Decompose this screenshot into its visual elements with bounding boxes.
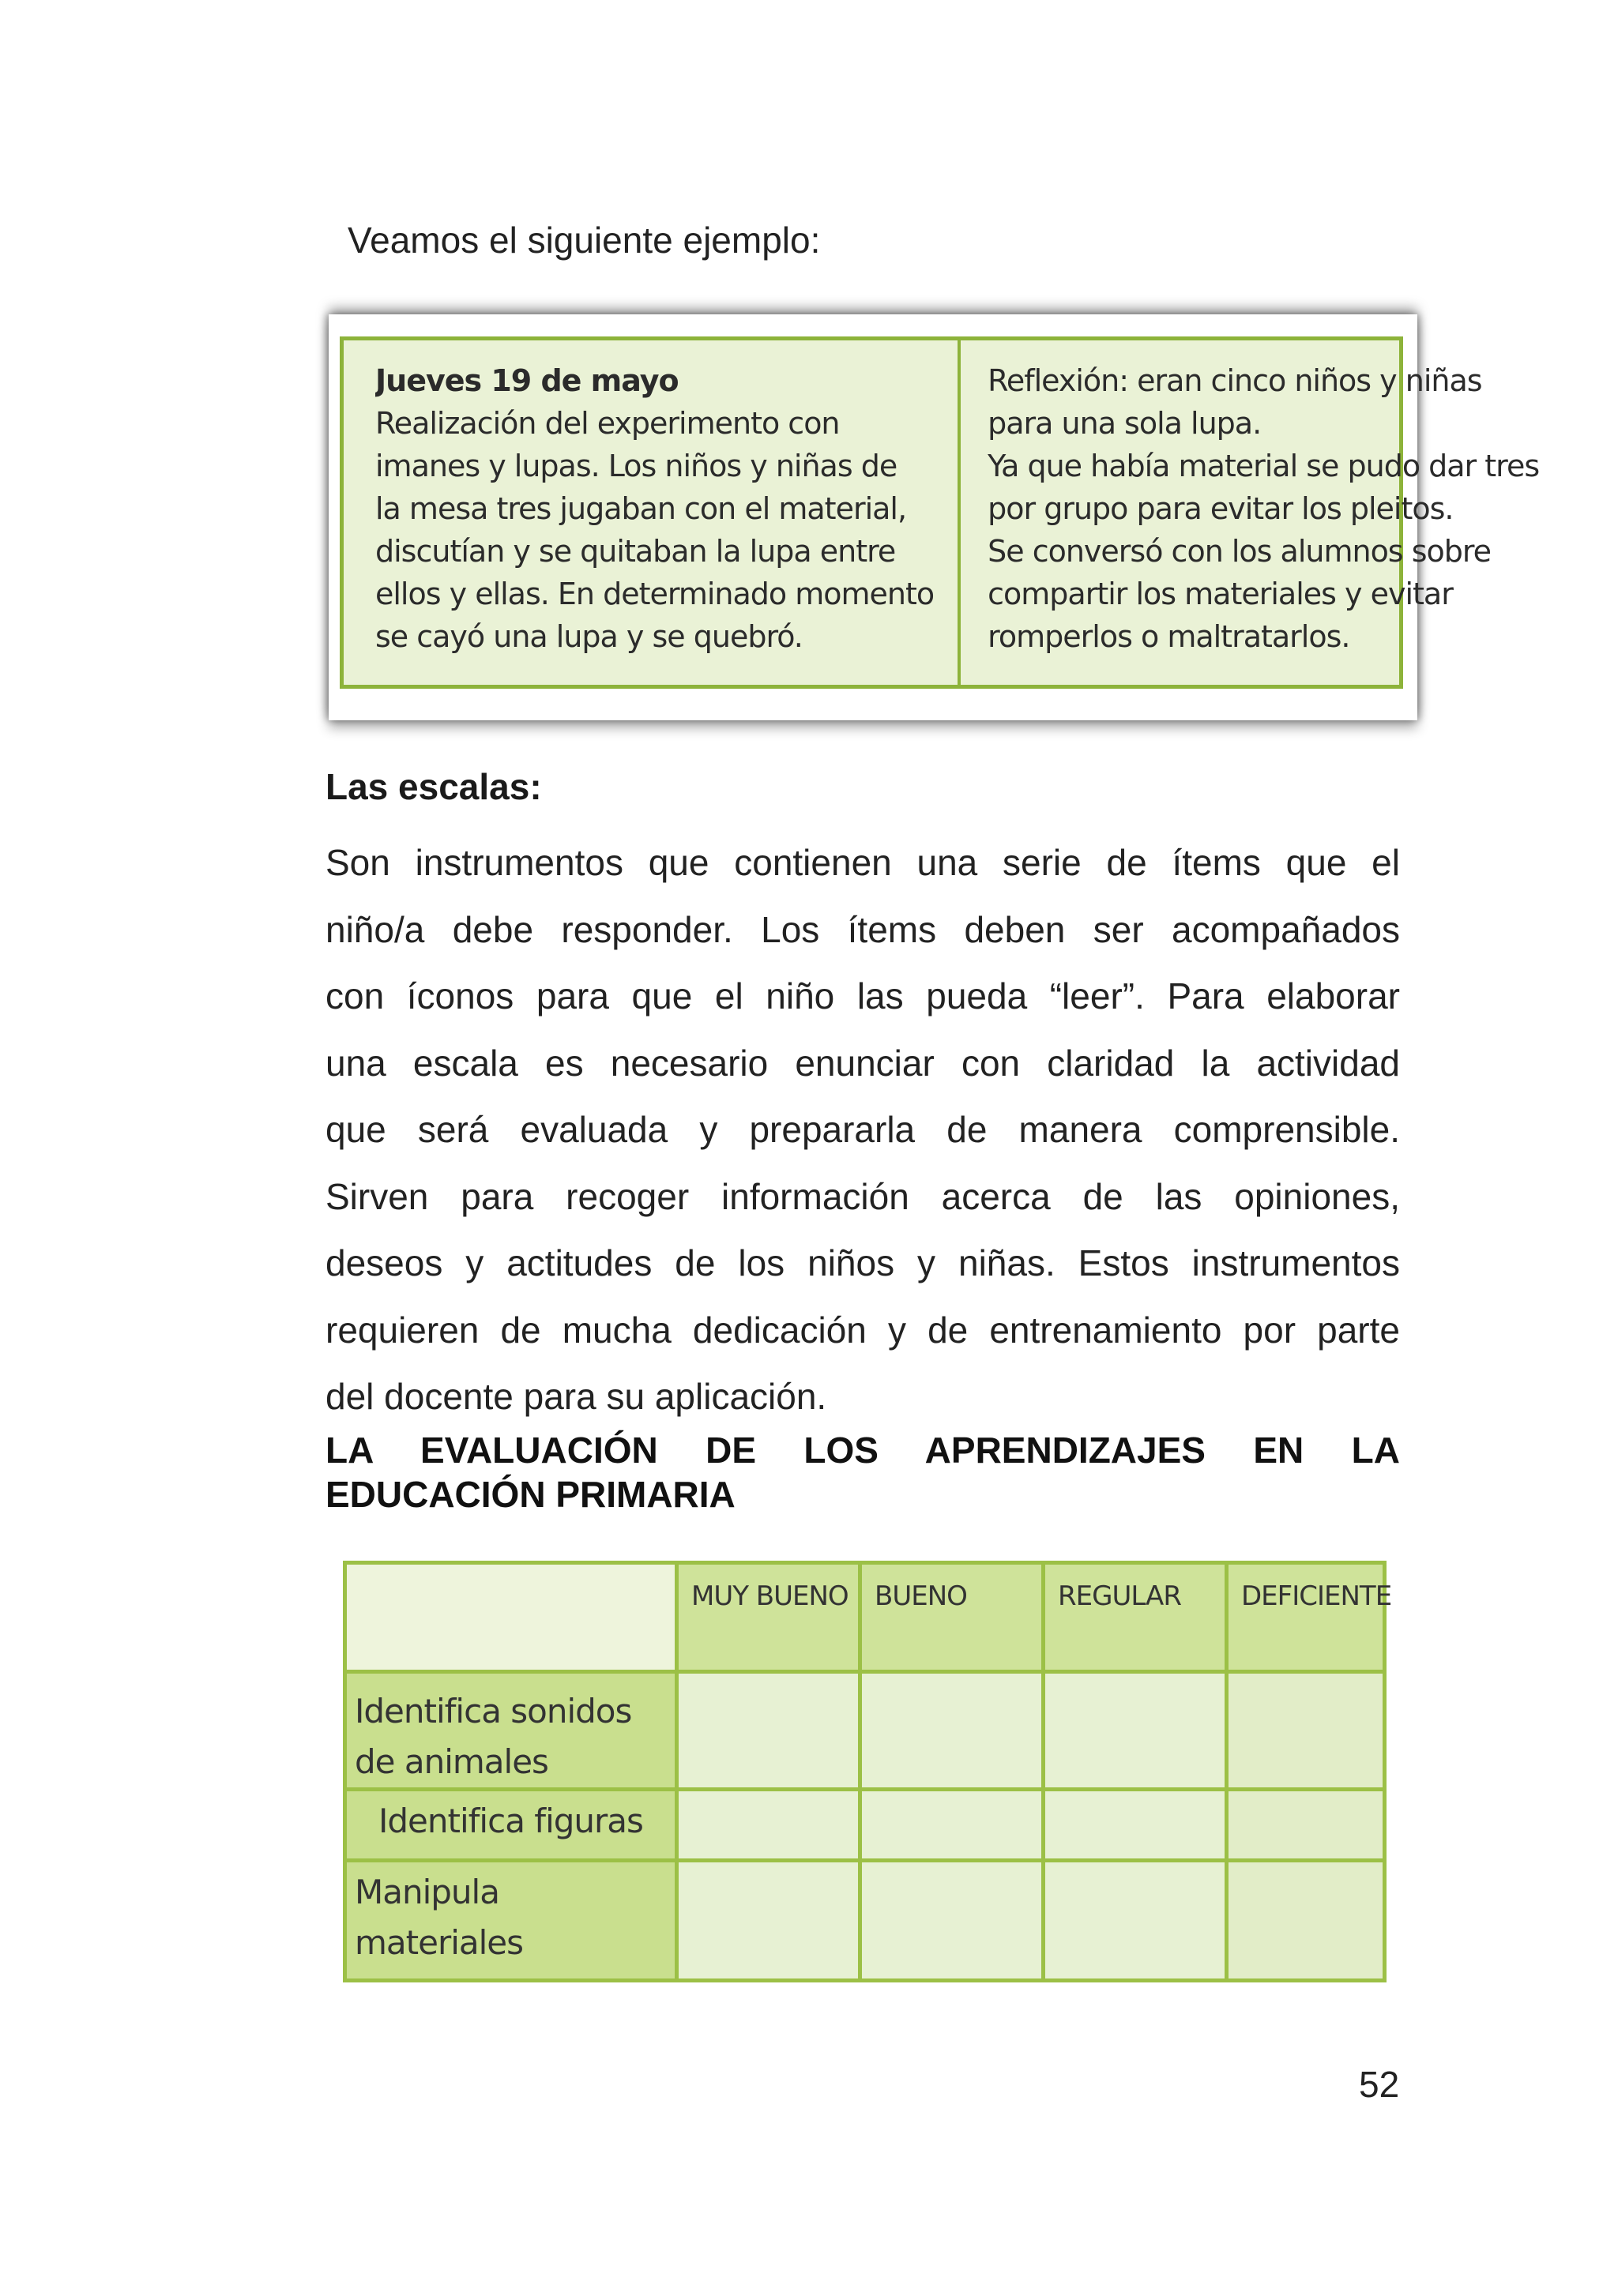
paragraph-line: niño/a debe responder. Los ítems deben ser acompañados bbox=[325, 908, 1400, 950]
example-left-line: discutían y se quitaban la lupa entre bbox=[375, 534, 896, 569]
table-header-row bbox=[345, 1563, 1385, 1672]
chapter-title bbox=[325, 1428, 1400, 1516]
row-label: Manipula materiales bbox=[345, 1861, 677, 1981]
example-right-line: compartir los materiales y evitar bbox=[988, 577, 1453, 611]
example-left-line: se cayó una lupa y se quebró. bbox=[375, 619, 803, 654]
header-muy-bueno: MUY BUENO bbox=[677, 1563, 860, 1672]
header-regular: REGULAR bbox=[1044, 1563, 1227, 1672]
rating-cell bbox=[1227, 1672, 1385, 1790]
row-label: Identifica sonidos de animales bbox=[345, 1672, 677, 1790]
rating-cell bbox=[677, 1790, 860, 1861]
example-box bbox=[340, 336, 1540, 689]
paragraph-line: una escala es necesario enunciar con claridad la actividad bbox=[325, 1042, 1400, 1084]
example-right-line: romperlos o maltratarlos. bbox=[988, 619, 1350, 654]
rating-cell bbox=[1044, 1672, 1227, 1790]
example-date: Jueves 19 de mayo bbox=[375, 363, 679, 398]
example-left-line: ellos y ellas. En determinado momento bbox=[375, 577, 935, 611]
rating-cell bbox=[1227, 1790, 1385, 1861]
row-label: Identifica figuras bbox=[345, 1790, 677, 1861]
header-bueno: BUENO bbox=[860, 1563, 1044, 1672]
page-number: 52 bbox=[1359, 2064, 1400, 2105]
header-deficiente: DEFICIENTE bbox=[1227, 1563, 1385, 1672]
example-right-line: Se conversó con los alumnos sobre bbox=[988, 534, 1492, 569]
chapter-title-line1: LA EVALUACIÓN DE LOS APRENDIZAJES EN LA bbox=[325, 1430, 1400, 1471]
example-left-column bbox=[344, 340, 958, 685]
table-corner-cell bbox=[345, 1563, 677, 1672]
rating-cell bbox=[677, 1861, 860, 1981]
paragraph-line: con íconos para que el niño las pueda “leer”. Para elaborar bbox=[325, 975, 1400, 1016]
table-row bbox=[345, 1861, 1385, 1981]
paragraph-line: del docente para su aplicación. bbox=[325, 1376, 827, 1417]
example-image bbox=[329, 314, 1540, 720]
rating-cell bbox=[1044, 1790, 1227, 1861]
example-reflection: Reflexión: eran cinco niños y niñas bbox=[988, 363, 1482, 398]
paragraph-line: requieren de mucha dedicación y de entrenamiento por parte bbox=[325, 1309, 1400, 1351]
body-paragraph bbox=[325, 829, 1400, 1430]
example-right-line: por grupo para evitar los pleitos. bbox=[988, 491, 1454, 526]
example-left-line: Realización del experimento con bbox=[375, 406, 840, 441]
rating-cell bbox=[1044, 1861, 1227, 1981]
intro-text: Veamos el siguiente ejemplo: bbox=[348, 220, 821, 261]
rating-cell bbox=[860, 1672, 1044, 1790]
rating-cell bbox=[860, 1790, 1044, 1861]
rating-cell bbox=[1227, 1861, 1385, 1981]
example-right-line: Ya que había material se pudo dar tres bbox=[988, 449, 1540, 483]
section-heading: Las escalas: bbox=[325, 766, 542, 807]
chapter-title-line2: EDUCACIÓN PRIMARIA bbox=[325, 1474, 736, 1515]
example-left-line: la mesa tres jugaban con el material, bbox=[375, 491, 907, 526]
paragraph-line: que será evaluada y prepararla de manera comprensible. bbox=[325, 1109, 1400, 1150]
paragraph-line: Sirven para recoger información acerca de las opiniones, bbox=[325, 1175, 1400, 1217]
table-row bbox=[345, 1790, 1385, 1861]
rating-cell bbox=[677, 1672, 860, 1790]
rating-cell bbox=[860, 1861, 1044, 1981]
rating-scale-table bbox=[343, 1561, 1392, 1982]
example-right-line: para una sola lupa. bbox=[988, 406, 1262, 441]
table-row bbox=[345, 1672, 1385, 1790]
paragraph-line: Son instrumentos que contienen una serie de ítems que el bbox=[325, 842, 1400, 883]
example-left-line: imanes y lupas. Los niños y niñas de bbox=[375, 449, 897, 483]
example-right-column bbox=[958, 340, 1563, 685]
paragraph-line: deseos y actitudes de los niños y niñas. Estos instrumentos bbox=[325, 1242, 1400, 1283]
